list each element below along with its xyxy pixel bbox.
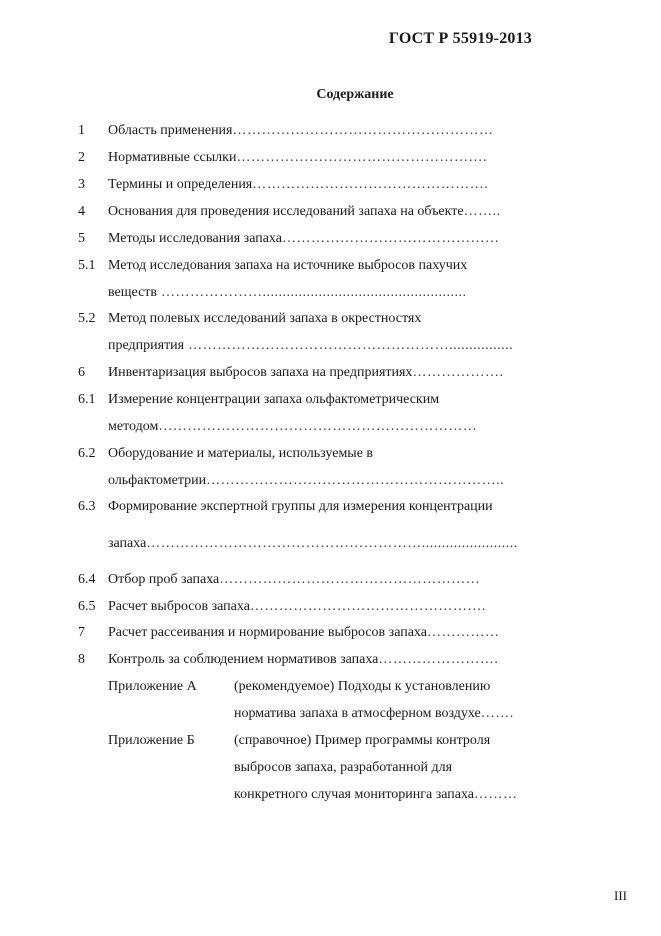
toc-dot-leader: …………………………………………. [249, 599, 486, 614]
toc-entry-8 [108, 651, 498, 669]
toc-entry-number: 5.1 [78, 258, 96, 273]
toc-dot-leader: …………… [426, 625, 500, 640]
toc-entry-number: 6.3 [78, 499, 96, 514]
toc-entry-text: Методы исследования запаха [108, 231, 282, 246]
toc-entry-text: ольфактометрии [108, 473, 207, 488]
toc-dot-leader: …………………................................................... [157, 285, 467, 300]
toc-dot-leader: ……………………………………… [281, 231, 500, 246]
toc-entry-4 [108, 203, 501, 221]
toc-entry-text: Нормативные ссылки [108, 150, 237, 165]
toc-dot-leader: ……………………………………………… [219, 572, 481, 587]
appendix-b-line-3 [234, 786, 518, 804]
toc-entry-text: Инвентаризация выбросов запаха на предприятиях [108, 365, 413, 380]
toc-entry-number: 5.2 [78, 311, 96, 326]
toc-entry-text: Метод исследования запаха на источнике выбросов пахучих [108, 258, 468, 273]
toc-dot-leader: ………………………………………………................ [184, 338, 514, 353]
toc-entry-6 [108, 364, 503, 382]
toc-entry-number: 2 [78, 150, 85, 165]
toc-entry-text: веществ [108, 285, 158, 300]
toc-entry-number: 6 [78, 365, 85, 380]
toc-dot-leader: ……………………. [378, 652, 499, 667]
toc-entry-text: (рекомендуемое) Подходы к установлению [234, 679, 491, 694]
toc-entry-number: 4 [78, 204, 85, 219]
toc-entry-number: 1 [78, 123, 85, 138]
toc-dot-leader: ……. [480, 706, 514, 721]
appendix-b-line-2 [234, 759, 452, 777]
toc-entry-5-1-continuation [108, 284, 467, 302]
toc-entry-5 [108, 230, 499, 248]
toc-entry-text: запаха [108, 536, 147, 551]
toc-entry-6-2 [108, 445, 373, 463]
toc-entry-text: методом [108, 419, 159, 434]
toc-entry-text: Метод полевых исследований запаха в окрестностях [108, 311, 422, 326]
toc-entry-number: 3 [78, 177, 85, 192]
toc-entry-6-1 [108, 391, 439, 409]
toc-entry-5-2 [108, 310, 421, 328]
toc-entry-text: Оборудование и материалы, используемые в [108, 446, 374, 461]
toc-entry-text: Расчет рассеивания и нормирование выбросов запаха [108, 625, 427, 640]
toc-entry-6-5 [108, 598, 486, 616]
toc-dot-leader: ……………………………………………. [236, 150, 487, 165]
page-number: III [614, 888, 627, 903]
appendix-a-label: Приложение А [108, 679, 197, 694]
toc-title: Содержание [316, 87, 394, 102]
toc-entry-text: Расчет выбросов запаха [108, 599, 250, 614]
document-code: ГОСТ Р 55919-2013 [388, 30, 532, 47]
toc-dot-leader: ………………………………………………………… [158, 419, 478, 434]
toc-entry-number: 7 [78, 625, 85, 640]
toc-entry-3 [108, 176, 488, 194]
toc-entry-number: 6.4 [78, 572, 96, 587]
toc-entry-1 [108, 122, 494, 140]
toc-entry-number: 6.5 [78, 599, 96, 614]
toc-dot-leader: …………………………………………………........................ [146, 536, 518, 551]
toc-entry-6-3-continuation [108, 535, 518, 553]
toc-entry-5-1 [108, 257, 467, 275]
toc-entry-text: конкретного случая мониторинга запаха [234, 787, 475, 802]
toc-entry-text: Область применения [108, 123, 233, 138]
toc-entry-6-1-continuation [108, 418, 477, 436]
appendix-a-line-1 [234, 678, 490, 696]
toc-entry-text: Формирование экспертной группы для измерения концентрации [108, 499, 493, 514]
toc-dot-leader: ……… [474, 787, 518, 802]
toc-entry-number: 5 [78, 231, 85, 246]
toc-dot-leader: …………………………………………. [252, 177, 489, 192]
toc-dot-leader: …….. [463, 204, 501, 219]
toc-dot-leader: ……………………………………………… [232, 123, 494, 138]
toc-entry-number: 8 [78, 652, 85, 667]
toc-entry-5-2-continuation [108, 337, 513, 355]
toc-entry-text: предприятия [108, 338, 185, 353]
toc-entry-2 [108, 149, 487, 167]
toc-entry-text: выбросов запаха, разработанной для [234, 760, 453, 775]
toc-entry-text: (справочное) Пример программы контроля [234, 733, 491, 748]
toc-dot-leader: ………………. [412, 365, 504, 380]
toc-entry-text: Термины и определения [108, 177, 253, 192]
toc-entry-text: Основания для проведения исследований запаха на объекте [108, 204, 464, 219]
appendix-b-label: Приложение Б [108, 733, 195, 748]
toc-entry-text: Контроль за соблюдением нормативов запаха [108, 652, 379, 667]
toc-entry-6-4 [108, 571, 480, 589]
toc-entry-7 [108, 624, 499, 642]
toc-entry-text: норматива запаха в атмосферном воздухе [234, 706, 481, 721]
toc-entry-number: 6.2 [78, 446, 96, 461]
toc-entry-text: Измерение концентрации запаха ольфактометрическим [108, 392, 440, 407]
toc-dot-leader: …………………………………………………….. [206, 473, 505, 488]
appendix-b-line-1 [234, 732, 490, 750]
toc-entry-6-3 [108, 498, 493, 516]
appendix-a-line-2 [234, 705, 514, 723]
toc-entry-number: 6.1 [78, 392, 96, 407]
toc-entry-text: Отбор проб запаха [108, 572, 220, 587]
toc-entry-6-2-continuation [108, 472, 504, 490]
